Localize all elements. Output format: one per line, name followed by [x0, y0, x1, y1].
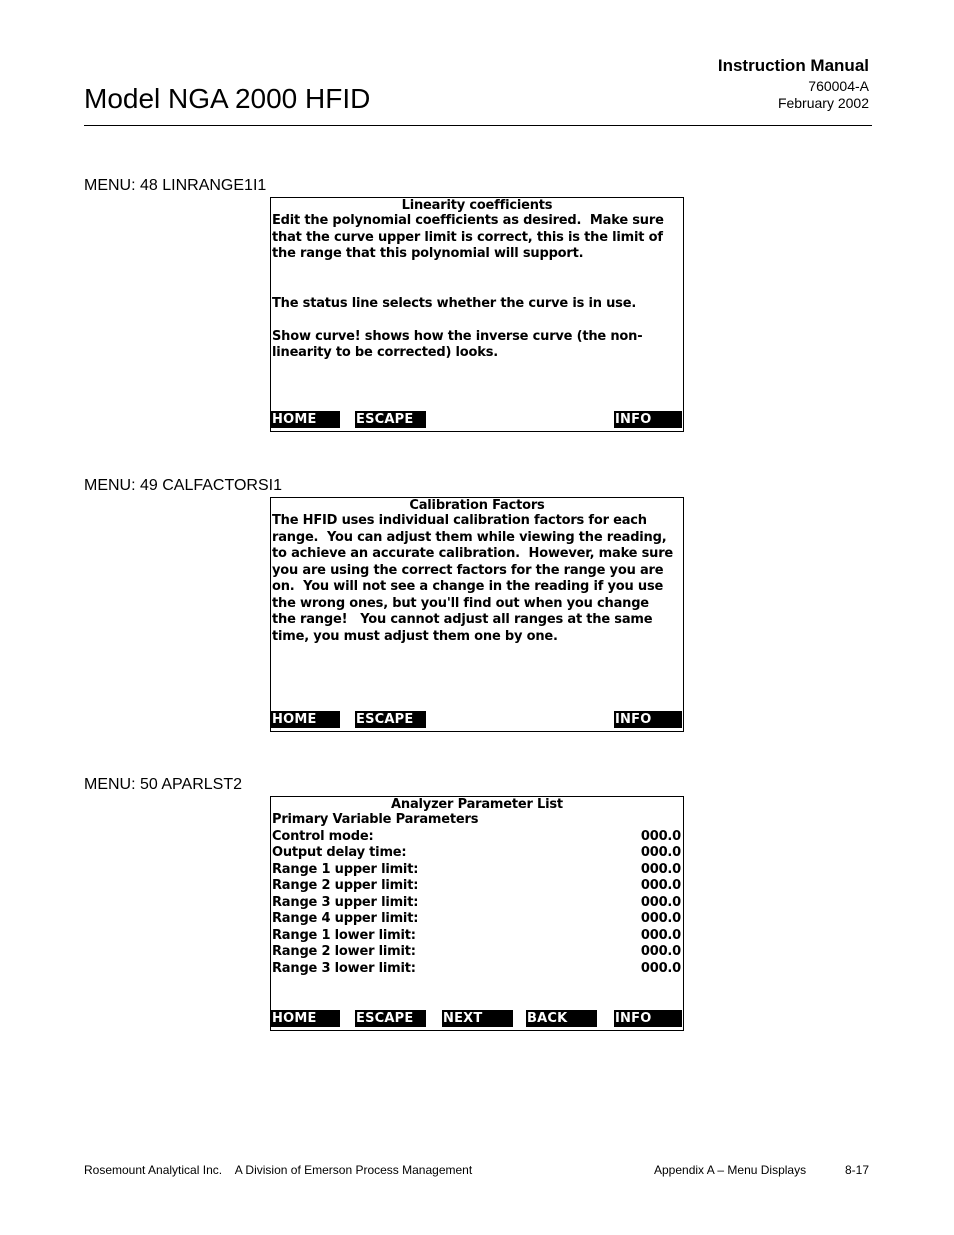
param-row[interactable] — [272, 829, 681, 846]
menu-48-title: Linearity coefficients — [401, 198, 553, 213]
param-row[interactable] — [272, 944, 681, 961]
menu-49-body: The HFID uses individual calibration factors for each range. You can adjust them while viewing the reading, to achieve an accurate calibration. However, make sure you are using the correct factors for the range you are on. You will not see a change in the reading if you use the wrong ones, but you'll find out when you change the range! You cannot adjust all ranges at the same time, you must adjust them one by one. — [272, 513, 674, 644]
menu-49-title: Calibration Factors — [409, 498, 545, 513]
menu-50-softkeys — [271, 1010, 683, 1027]
menu-49-label: MENU: 49 CALFACTORSI1 — [84, 477, 282, 494]
param-name: Range 2 lower limit: — [272, 944, 416, 959]
next-softkey[interactable]: NEXT — [442, 1010, 513, 1027]
menu-48-screen — [270, 197, 684, 432]
back-softkey[interactable]: BACK — [526, 1010, 597, 1027]
param-row[interactable] — [272, 862, 681, 879]
document-date: February 2002 — [777, 95, 869, 111]
param-name: Control mode: — [272, 828, 374, 844]
param-value: 000.0 — [640, 828, 681, 844]
home-softkey[interactable]: HOME — [271, 411, 340, 428]
param-name: Range 3 upper limit: — [272, 894, 419, 910]
escape-softkey[interactable]: ESCAPE — [355, 1010, 426, 1027]
param-name: Range 1 upper limit: — [272, 861, 419, 877]
page-title: Model NGA 2000 HFID — [84, 83, 371, 114]
menu-50-subtitle: Primary Variable Parameters — [272, 812, 479, 827]
param-row[interactable] — [272, 928, 681, 945]
menu-48-label: MENU: 48 LINRANGE1I1 — [84, 177, 267, 194]
param-name: Range 4 upper limit: — [272, 911, 419, 926]
menu-49-screen — [270, 497, 684, 732]
param-name: Range 2 upper limit: — [272, 878, 419, 893]
param-value: 000.0 — [640, 960, 681, 976]
escape-softkey[interactable]: ESCAPE — [355, 711, 426, 728]
param-row[interactable] — [272, 878, 681, 895]
home-softkey[interactable]: HOME — [271, 1010, 340, 1027]
param-value: 000.0 — [640, 944, 681, 959]
param-row[interactable] — [272, 961, 681, 978]
param-name: Range 3 lower limit: — [272, 960, 416, 976]
menu-50-body — [272, 812, 681, 977]
info-softkey[interactable]: INFO — [614, 411, 682, 428]
menu-50-screen — [270, 796, 684, 1031]
menu-50-label: MENU: 50 APARLST2 — [84, 776, 242, 793]
menu-49-softkeys — [271, 711, 683, 728]
param-value: 000.0 — [640, 878, 681, 893]
footer-page-number: 8-17 — [844, 1163, 869, 1177]
home-softkey[interactable]: HOME — [271, 711, 340, 728]
footer-company: Rosemount Analytical Inc. A Division of Emerson Process Management — [84, 1163, 473, 1177]
param-row[interactable] — [272, 911, 681, 928]
info-softkey[interactable]: INFO — [614, 711, 682, 728]
param-value: 000.0 — [640, 927, 681, 943]
param-name: Range 1 lower limit: — [272, 927, 416, 943]
header-divider — [84, 125, 872, 126]
param-value: 000.0 — [640, 845, 681, 860]
menu-48-softkeys — [271, 411, 683, 428]
param-value: 000.0 — [640, 894, 681, 910]
info-softkey[interactable]: INFO — [614, 1010, 682, 1027]
document-number: 760004-A — [808, 78, 869, 94]
footer-section: Appendix A – Menu Displays — [654, 1163, 807, 1177]
param-row[interactable] — [272, 895, 681, 912]
menu-50-title: Analyzer Parameter List — [391, 797, 563, 812]
param-value: 000.0 — [640, 911, 681, 926]
escape-softkey[interactable]: ESCAPE — [355, 411, 426, 428]
param-name: Output delay time: — [272, 845, 407, 860]
param-value: 000.0 — [640, 861, 681, 877]
manual-label: Instruction Manual — [717, 56, 869, 75]
menu-48-body: Edit the polynomial coefficients as desired. Make sure that the curve upper limit is correct, this is the limit of the range that this polynomial will support. The status line selects whether the curve is in use. Show curve! shows how the inverse curve (the non- linearity to be corrected) looks. — [272, 213, 664, 360]
param-row[interactable] — [272, 845, 681, 862]
